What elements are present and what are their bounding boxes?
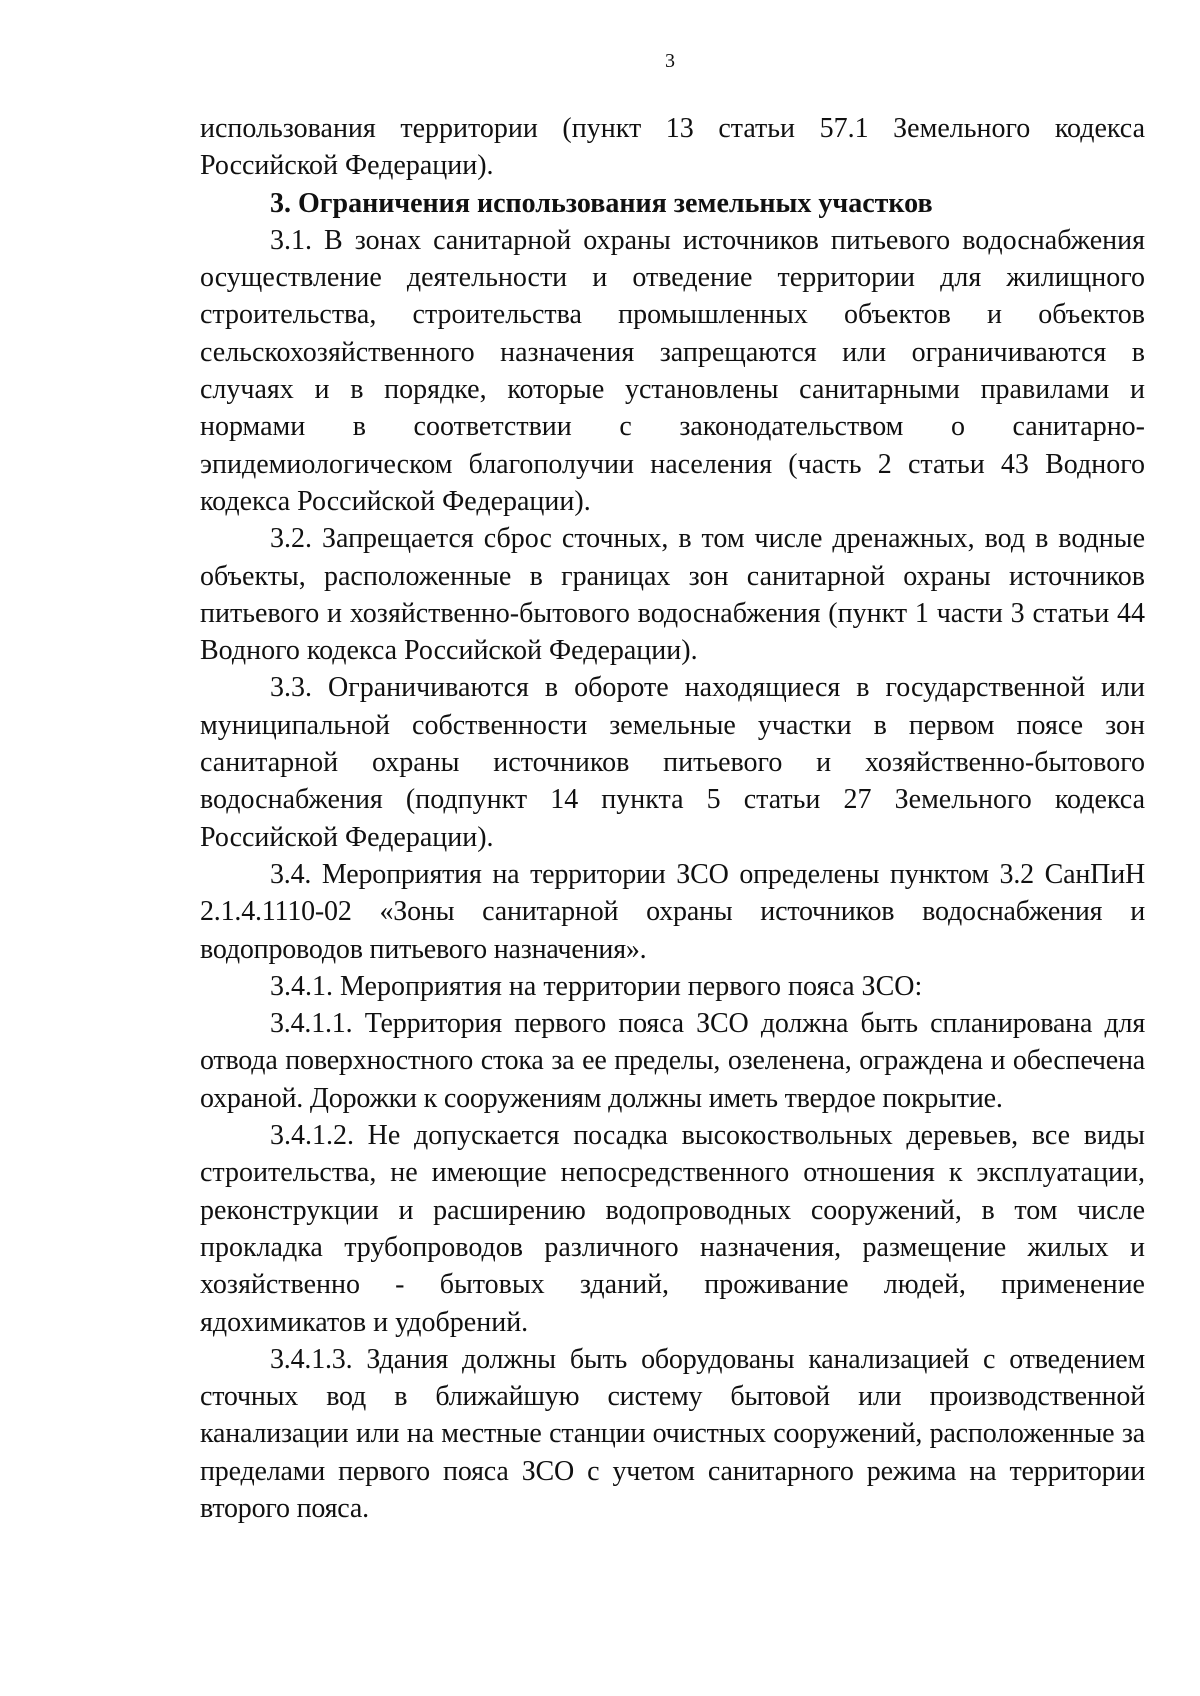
paragraph-3-4-1-3: 3.4.1.3. Здания должны быть оборудованы канализацией с отведением сточных вод в ближайшую систему бытовой или производственной канализации или на местные станции очистных сооружений, расположенные за пределами первого пояса ЗСО с учетом санитарного режима на территории второго пояса.: [200, 1343, 1145, 1524]
intro-paragraph: использования территории (пункт 13 статьи 57.1 Земельного кодекса Российской Федерации).: [200, 113, 1145, 182]
paragraph-3-4: 3.4. Мероприятия на территории ЗСО определены пунктом 3.2 СанПиН 2.1.4.1110-02 «Зоны санитарной охраны источников водоснабжения и водопроводов питьевого назначения».: [200, 858, 1145, 965]
section-heading: 3. Ограничения использования земельных участков: [270, 187, 933, 219]
paragraph-3-3: 3.3. Ограничиваются в обороте находящиеся в государственной или муниципальной собственности земельные участки в первом поясе зон санитарной охраны источников питьевого и хозяйственно-бытового водоснабжения (подпункт 14 пункта 5 статьи 27 Земельного кодекса Российской Федерации).: [200, 672, 1145, 853]
paragraph-3-2: 3.2. Запрещается сброс сточных, в том числе дренажных, вод в водные объекты, расположенные в границах зон санитарной охраны источников питьевого и хозяйственно-бытового водоснабжения (пункт 1 части 3 статьи 44 Водного кодекса Российской Федерации).: [200, 523, 1145, 667]
paragraph-3-4-1: 3.4.1. Мероприятия на территории первого пояса ЗСО:: [270, 970, 923, 1002]
paragraph-3-1: 3.1. В зонах санитарной охраны источников питьевого водоснабжения осуществление деятельности и отведение территории для жилищного строительства, строительства промышленных объектов и объектов сельскохозяйственного назначения запрещаются или ограничиваются в случаях и в порядке, которые установлены санитарными правилами и нормами в соответствии с законодательством о санитарно-эпидемиологическом благополучии населения (часть 2 статьи 43 Водного кодекса Российской Федерации).: [200, 224, 1145, 517]
paragraph-3-4-1-1: 3.4.1.1. Территория первого пояса ЗСО должна быть спланирована для отвода поверхностного стока за ее пределы, озеленена, ограждена и обеспечена охраной. Дорожки к сооружениям должны иметь твердое покрытие.: [200, 1008, 1145, 1114]
page-number: 3: [665, 50, 675, 72]
paragraph-3-4-1-2: 3.4.1.2. Не допускается посадка высокоствольных деревьев, все виды строительства, не имеющие непосредственного отношения к эксплуатации, реконструкции и расширению водопроводных сооружений, в том числе прокладка трубопроводов различного назначения, размещение жилых и хозяйственно - бытовых зданий, проживание людей, применение ядохимикатов и удобрений.: [200, 1120, 1145, 1338]
document-body: [200, 110, 1145, 1527]
